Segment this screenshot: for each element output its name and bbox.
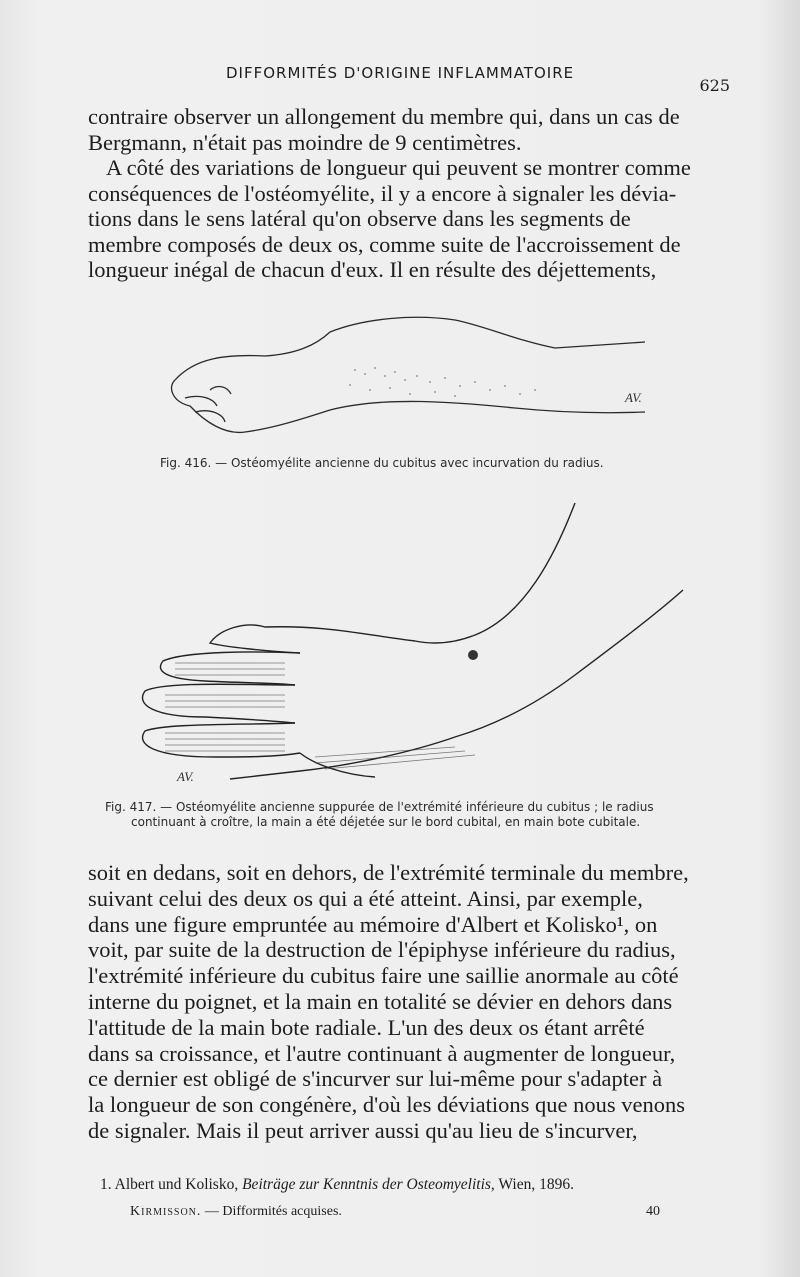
text-line: conséquences de l'ostéomyélite, il y a encore à signaler les dévia- [88,180,677,206]
footnote-number: 1. [100,1176,112,1193]
running-title: DIFFORMITÉS D'ORIGINE INFLAMMATOIRE [226,64,575,82]
text-line: dans une figure empruntée au mémoire d'Albert et Kolisko¹, on [88,911,658,937]
text-line: l'extrémité inférieure du cubitus faire une saillie anormale au côté [88,963,679,989]
signature-sheet-number: 40 [646,1204,660,1219]
text-line: l'attitude de la main bote radiale. L'un des deux os étant arrêté [88,1014,645,1040]
figure-417-caption [105,800,725,830]
text-line: Bergmann, n'était pas moindre de 9 centimètres. [88,129,522,155]
figure-416-illustration [155,310,655,450]
text-line: la longueur de son congénère, d'où les déviations que nous venons [88,1092,686,1118]
text-line: membre composés de deux os, comme suite de l'accroissement de [88,231,681,257]
figure-417-caption-line1: Fig. 417. — Ostéomyélite ancienne suppurée de l'extrémité inférieure du cubitus ; le radius [105,800,654,814]
paragraph-bottom [88,860,730,1144]
text-line: A côté des variations de longueur qui peuvent se montrer comme [106,155,691,180]
text-line: longueur inégal de chacun d'eux. Il en résulte des déjettements, [88,257,657,282]
text-line: voit, par suite de la destruction de l'épiphyse inférieure du radius, [88,937,676,963]
footnote-authors: Albert und Kolisko, [114,1176,239,1193]
text-line: soit en dedans, soit en dehors, de l'extrémité terminale du membre, [88,860,689,885]
figure-416-caption: Fig. 416. — Ostéomyélite ancienne du cubitus avec incurvation du radius. [160,456,604,470]
footnote-title: Beiträge zur Kenntnis der Osteomyelitis, [242,1176,495,1193]
figure-417-illustration [135,495,695,795]
text-line: ce dernier est obligé de s'incurver sur lui-même pour s'adapter à [88,1066,663,1092]
running-head [88,62,738,95]
text-line: dans sa croissance, et l'autre continuant à augmenter de longueur, [88,1040,676,1066]
text-line: suivant celui des deux os qui a été atteint. Ainsi, par exemple, [88,885,643,911]
footnote [100,1176,740,1194]
figure-417-caption-line2: continuant à croître, la main a été déjetée sur le bord cubital, en main bote cubitale. [131,815,641,829]
signature-line [130,1204,660,1220]
signature-work: — Difformités acquises. [204,1204,342,1219]
signature-author: Kirmisson. [130,1204,202,1219]
text-line: tions dans le sens latéral qu'on observe dans les segments de [88,206,631,231]
figure-417-signature: AV. [177,769,194,784]
text-line: interne du poignet, et la main en totalité se dévier en dehors dans [88,988,673,1014]
text-line: contraire observer un allongement du membre qui, dans un cas de [88,104,680,129]
text-line: de signaler. Mais il peut arriver aussi qu'au lieu de s'incurver, [88,1117,638,1143]
footnote-place-year: Wien, 1896. [498,1176,574,1193]
paragraph-top [88,104,730,283]
figure-416-signature: AV. [625,390,642,405]
page-number: 625 [699,76,730,95]
